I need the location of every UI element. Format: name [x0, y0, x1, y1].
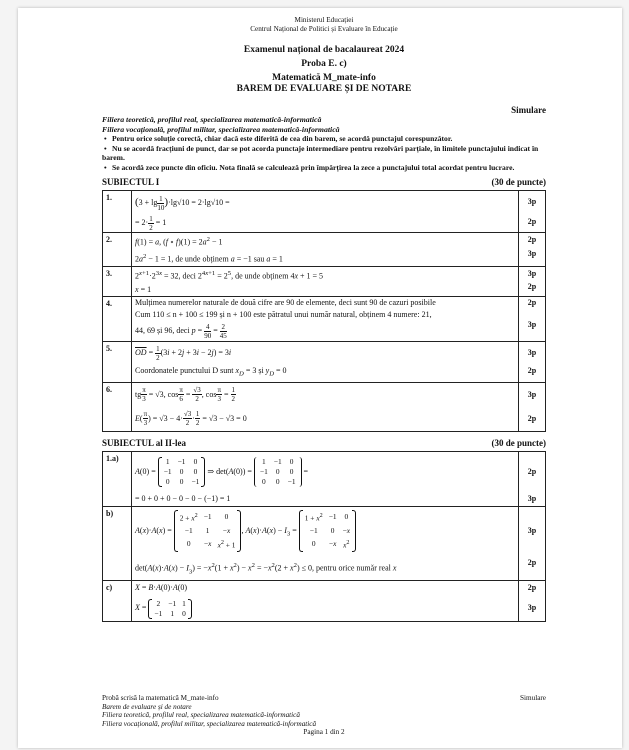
table-row	[103, 233, 546, 267]
subiect-2-table	[102, 451, 546, 623]
item-number: 1.	[103, 191, 132, 233]
text-fragment: , de unde obținem	[231, 271, 289, 281]
item-points	[519, 191, 546, 233]
note-2: • Nu se acordă fracțiuni de punct, dar se pot acorda punctaje intermediare pentru rezolvări parțiale, în limitele punctajului indicat în barem.	[102, 143, 539, 162]
text-fragment: și	[258, 365, 264, 375]
subject-line: Matematică M_mate-info	[272, 73, 376, 83]
item-number: b)	[103, 506, 132, 581]
table-row	[103, 451, 546, 506]
formula-line: = 2· $\frac{1}{2}$ = 1	[135, 214, 167, 232]
determinant: 1 −1 0 −1 0 0 0 0 −1	[254, 457, 302, 487]
points-value: 3p	[527, 197, 537, 206]
exam-title: Examenul național de bacalaureat 2024	[243, 45, 405, 55]
table-row	[103, 506, 546, 581]
page-footer	[102, 694, 546, 737]
subiect-2-heading	[102, 438, 546, 449]
text-fragment: 44, 69 și 96, deci	[135, 325, 190, 335]
matrix: 2 −1 1 −1 1 0	[148, 599, 191, 619]
item-solution	[132, 267, 519, 297]
text-fragment: Coordonatele punctului D sunt	[135, 365, 234, 375]
formula-line: f(1) = a, (f ∘ $f)(1) = 2a^2 - 1$	[135, 236, 223, 247]
item-number: 5.	[103, 341, 132, 382]
center-name: Centrul Național de Politici și Evaluare în Educație	[250, 25, 398, 33]
table-row	[103, 191, 546, 233]
points-value: 2p	[527, 235, 537, 244]
formula-line: E( $\frac{\pi}{3}$ ) = √3 − 4· $\frac{√3}{2}$ · $\frac{1}{2}$ = √3 − √3 = 0	[135, 410, 247, 428]
matrix: $1 + x^2$ −1 0 −1 0 −x 0 −x $x^2$	[299, 510, 356, 552]
text-line: Cum 110 ≤ n + 100 ≤ 199 și n + 100 este pătratul unui număr natural, obținem 4 numere: 21,	[135, 309, 432, 319]
document-page	[18, 8, 622, 748]
item-solution	[132, 382, 519, 431]
item-solution	[132, 341, 519, 382]
note-3: • Se acordă zece puncte din oficiu. Nota finală se calculează prin împărțirea la zece a punctajului total acordat pentru lucrare.	[104, 162, 515, 172]
item-number: c)	[103, 581, 132, 622]
note-2-text: Nu se acordă fracțiuni de punct, dar se pot acorda punctaje intermediare pentru rezolvări parțiale, în limitele punctajului indicat în barem.	[102, 143, 539, 162]
formula-line: $2a^2 - 1 = 1$, de unde obținem a = −1 sau a = 1	[135, 252, 283, 264]
item-solution	[132, 451, 519, 506]
item-number: 6.	[103, 382, 132, 431]
text-line: Mulțimea numerelor naturale de două cifre are 90 de elemente, deci sunt 90 de cazuri posibile	[135, 297, 436, 307]
text-fragment: , deci	[178, 271, 196, 281]
formula-line: $2^{x+1}\cdot 2^{3x} = 32$, deci $2^{4x+1} = 2^5$, de unde obținem 4x + 1 = 5	[135, 270, 324, 281]
points-value: 2p	[527, 413, 537, 423]
formula-line: $\overline{OD}$ = $\frac{1}{2}$ (3i + 2j + 3i − 2j) = 3i	[135, 344, 232, 362]
points-value: 3p	[527, 249, 537, 258]
filiera-2: Filiera vocațională, profilul militar, specializarea matematică-informatică	[102, 124, 340, 134]
item-points	[519, 267, 546, 297]
points-value: 3p	[527, 347, 537, 357]
text-fragment: , pentru orice număr real	[312, 563, 391, 573]
item-number: 4.	[103, 296, 132, 341]
text-fragment: sau	[253, 254, 265, 264]
points-value: 2p	[527, 297, 537, 307]
formula-line: A(x)·A(x) = $2 + x^2$ −1 0 −1 1 −x 0 −x $x^2 + 1$ , $A(x)\cdot A(x) - I_3$ = $1 + x^2$ −1 0 −1 0 −x 0 −x $x^2$	[135, 507, 515, 559]
points-value: 3p	[527, 493, 537, 503]
item-points	[519, 341, 546, 382]
item-solution	[132, 506, 519, 581]
note-1: • Pentru orice soluție corectă, chiar dacă este diferită de cea din barem, se acordă punctajul corespunzător.	[104, 134, 453, 143]
subiect-1-points: (30 de puncte)	[491, 177, 546, 187]
simulare-label: Simulare	[511, 105, 546, 115]
points-value: 2p	[527, 466, 537, 476]
item-solution	[132, 233, 519, 267]
formula-line: A(0) = 1 −1 0 −1 0 0 0 0 −1 ⇒ det(A(0)) = 1 −1 0 −1 0 0 0 0 −1 =	[135, 456, 309, 486]
item-points	[519, 233, 546, 267]
item-solution	[132, 581, 519, 622]
formula-line: X = 2 −1 1 −1 1 0	[135, 595, 515, 621]
item-number: 1.a)	[103, 451, 132, 506]
points-value: 3p	[527, 603, 537, 613]
points-value: 3p	[527, 525, 537, 535]
points-value: 2p	[527, 282, 537, 292]
points-value: 3p	[527, 389, 537, 399]
item-number: 3.	[103, 267, 132, 297]
barem-title: BAREM DE EVALUARE ȘI DE NOTARE	[236, 84, 412, 94]
filiera-1: Filiera teoretică, profilul real, specializarea matematică-informatică	[102, 115, 322, 124]
footer-row	[102, 694, 546, 703]
footer-barem: Barem de evaluare și de notare	[102, 702, 192, 711]
subiect-2-title: SUBIECTUL al II-lea	[102, 437, 187, 448]
item-points	[519, 581, 546, 622]
formula-line: X = B·A(0)·A(0)	[135, 583, 188, 593]
subiect-1-table	[102, 190, 546, 432]
footer-proba: Probă scrisă la matematică M_mate-info	[102, 694, 219, 702]
item-points	[519, 451, 546, 506]
subiect-1-heading	[102, 177, 546, 188]
formula-line: 44, 69 și 96, deci p = $\frac{4}{90}$ = $\frac{2}{45}$	[135, 322, 227, 340]
points-value: 2p	[527, 365, 537, 375]
item-points	[519, 506, 546, 581]
table-row	[103, 267, 546, 297]
note-1-text: Pentru orice soluție corectă, chiar dacă este diferită de cea din barem, se acordă punctajul corespunzător.	[112, 134, 453, 143]
item-solution	[132, 296, 519, 341]
matrix: 1 −1 0 −1 0 0 0 0 −1	[158, 457, 206, 487]
points-value: 3p	[527, 269, 537, 279]
formula-line: $\det(A(x)\cdot A(x) - I_3) = -x^2(1 + x^2) - x^2 = -x^2(2 + x^2) \le 0$, pentru orice număr real x	[135, 562, 397, 576]
item-points	[519, 296, 546, 341]
matrix: $2 + x^2$ −1 0 −1 1 −x 0 −x $x^2 + 1$	[174, 510, 242, 552]
table-row	[103, 382, 546, 431]
formula-line: x = 1	[135, 284, 152, 294]
points-value: 2p	[527, 217, 537, 226]
subiect-1-title: SUBIECTUL I	[102, 177, 160, 187]
formula-line: = 0 + 0 + 0 − 0 − 0 − (−1) = 1	[135, 493, 231, 503]
page-content	[102, 16, 546, 622]
footer-filiera-1: Filiera teoretică, profilul real, specializarea matematică-informatică	[102, 711, 300, 720]
note-3-text: Se acordă zece puncte din oficiu. Nota finală se calculează prin împărțirea la zece a punctajului total acordat pentru lucrare.	[112, 162, 515, 172]
page-number: Pagina 1 din 2	[303, 728, 345, 737]
item-number: 2.	[103, 233, 132, 267]
points-value: 3p	[527, 319, 537, 329]
table-row	[103, 581, 546, 622]
proba-title: Proba E. c)	[301, 59, 347, 69]
formula-line: tg $\frac{\pi}{3}$ = √3, cos $\frac{\pi}{6}$ = $\frac{√3}{2}$ , cos $\frac{\pi}{3}$ = $\frac{1}{2}$	[135, 386, 235, 404]
text-fragment: , de unde obținem	[171, 254, 229, 264]
points-value: 2p	[527, 583, 537, 593]
formula-line: Coordonatele punctului D sunt $x_D = 3$ și $y_D = 0$	[135, 365, 287, 378]
item-solution	[132, 191, 519, 233]
item-points	[519, 382, 546, 431]
table-row	[103, 296, 546, 341]
points-value: 2p	[527, 557, 537, 567]
subiect-2-points: (30 de puncte)	[491, 437, 546, 448]
formula-line: (3 + lg $\frac{1}{10}$ )·lg√10 = 2·lg√10 =	[135, 194, 230, 212]
footer-filiera-2: Filiera vocațională, profilul militar, specializarea matematică-informatică	[102, 719, 317, 728]
table-row	[103, 341, 546, 382]
ministry-name: Ministerul Educației	[294, 16, 354, 24]
footer-simulare: Simulare	[520, 694, 546, 702]
